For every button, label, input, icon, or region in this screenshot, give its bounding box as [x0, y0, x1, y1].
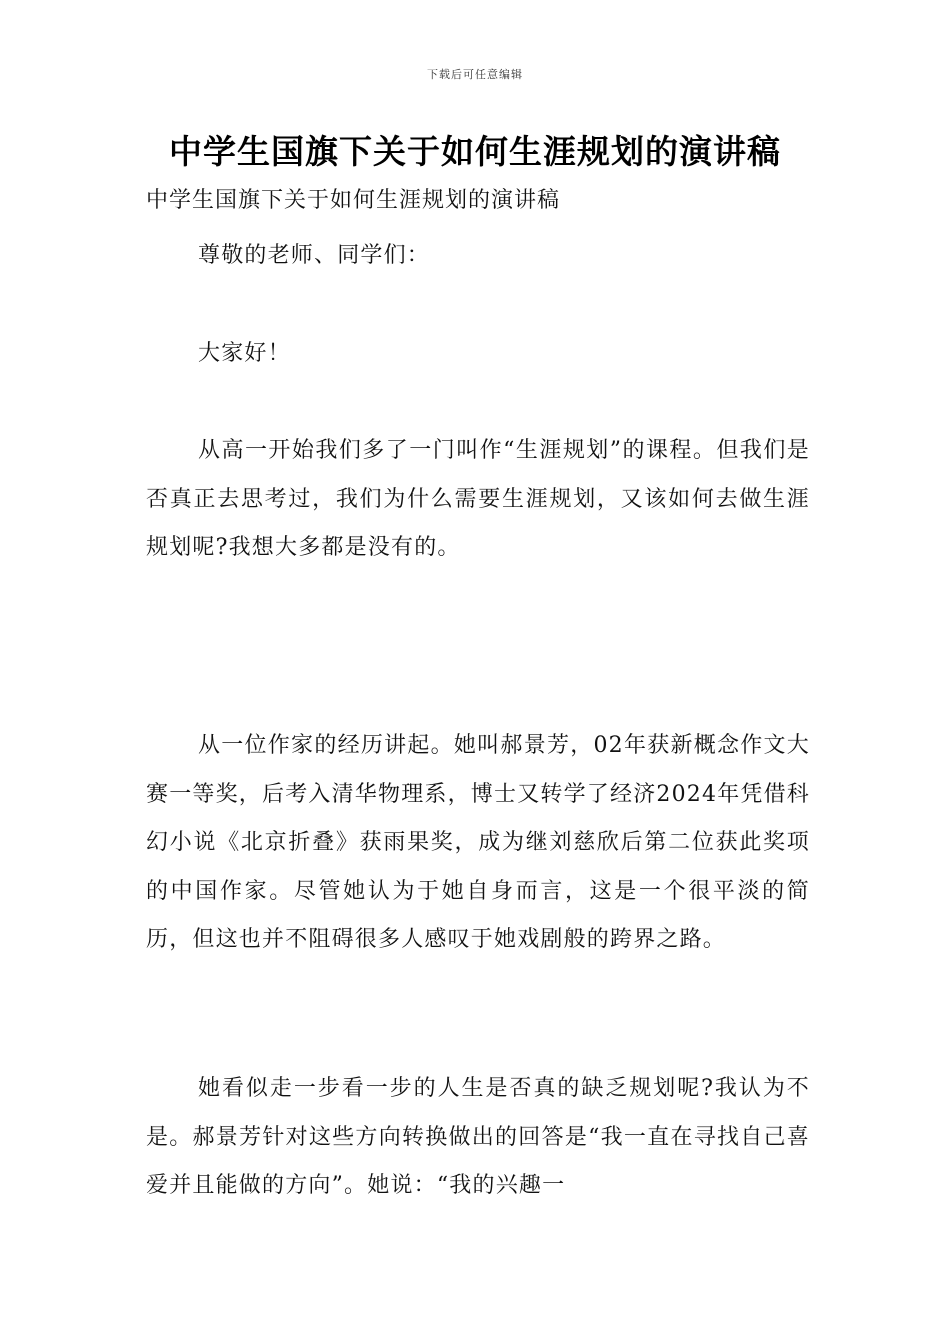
document-subtitle: 中学生国旗下关于如何生涯规划的演讲稿: [146, 188, 561, 213]
paragraph-story: 从一位作家的经历讲起。她叫郝景芳，02年获新概念作文大赛一等奖，后考入清华物理系，博士又转学了经济2024年凭借科幻小说《北京折叠》获雨果奖，成为继刘慈欣后第二位获此奖项的中国作家。尽管她认为于她自身而言，这是一个很平淡的简历，但这也并不阻碍很多人感叹于她戏剧般的跨界之路。: [146, 733, 810, 952]
paragraph-greeting: 尊敬的老师、同学们：: [198, 243, 431, 268]
paragraph-reflect: 她看似走一步看一步的人生是否真的缺乏规划呢?我认为不是。郝景芳针对这些方向转换做出的回答是“我一直在寻找自己喜爱并且能做的方向”。她说：“我的兴趣一: [146, 1076, 810, 1198]
paragraph-hello: 大家好！: [198, 341, 291, 366]
document-title: 中学生国旗下关于如何生涯规划的演讲稿: [169, 132, 781, 171]
paragraph-intro: 从高一开始我们多了一门叫作“生涯规划”的课程。但我们是否真正去思考过，我们为什么需要生涯规划，又该如何去做生涯规划呢?我想大多都是没有的。: [146, 438, 810, 560]
page-header-note: 下载后可任意编辑: [427, 68, 523, 81]
